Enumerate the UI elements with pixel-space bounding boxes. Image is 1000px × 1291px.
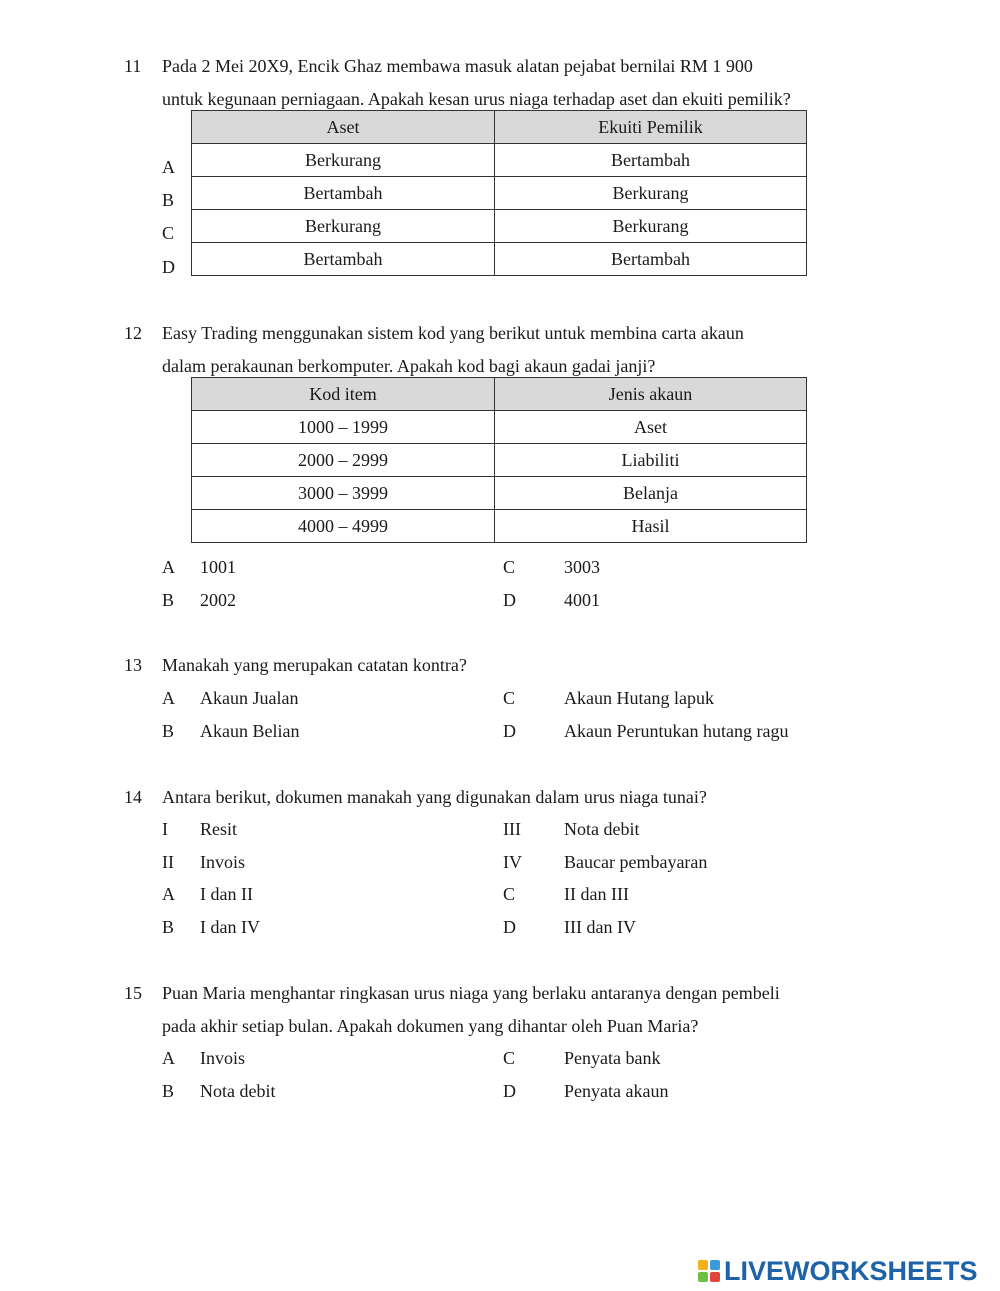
logo-square-3 <box>698 1272 708 1282</box>
table-cell: Bertambah <box>495 144 807 177</box>
question-13-option-c[interactable]: Akaun Hutang lapuk <box>564 688 714 708</box>
question-13-option-d[interactable]: Akaun Peruntukan hutang ragu <box>564 721 789 741</box>
question-12-option-label-a[interactable]: A <box>162 557 175 577</box>
question-14-item-iii: Nota debit <box>564 819 640 839</box>
question-14-option-label-c[interactable]: C <box>503 884 516 904</box>
table-row <box>192 411 807 444</box>
question-15-option-label-d[interactable]: D <box>503 1081 516 1101</box>
question-12-option-b[interactable]: 2002 <box>200 590 236 610</box>
logo-square-2 <box>710 1260 720 1270</box>
question-12-option-a[interactable]: 1001 <box>200 557 236 577</box>
question-11-text-line2: untuk kegunaan perniagaan. Apakah kesan urus niaga terhadap aset dan ekuiti pemilik? <box>162 89 791 109</box>
question-15-option-d[interactable]: Penyata akaun <box>564 1081 669 1101</box>
table-row[interactable] <box>192 144 807 177</box>
question-14-option-c[interactable]: II dan III <box>564 884 629 904</box>
question-14-option-a[interactable]: I dan II <box>200 884 253 904</box>
question-12-option-label-c[interactable]: C <box>503 557 516 577</box>
question-11-option-label-d[interactable]: D <box>162 257 175 277</box>
table-row[interactable] <box>192 210 807 243</box>
liveworksheets-logo[interactable] <box>698 1255 978 1286</box>
table-row[interactable] <box>192 243 807 276</box>
table-cell: Berkurang <box>192 210 495 243</box>
question-14-item-ii: Invois <box>200 852 245 872</box>
table-header-row <box>192 378 807 411</box>
question-13-number: 13 <box>124 655 142 675</box>
question-14-option-d[interactable]: III dan IV <box>564 917 636 937</box>
question-12-option-d[interactable]: 4001 <box>564 590 600 610</box>
table-cell: 2000 – 2999 <box>192 444 495 477</box>
question-13-option-label-b[interactable]: B <box>162 721 175 741</box>
table-cell: Hasil <box>495 510 807 543</box>
question-14-option-label-a[interactable]: A <box>162 884 175 904</box>
question-15-number: 15 <box>124 983 142 1003</box>
question-13-text: Manakah yang merupakan catatan kontra? <box>162 655 467 675</box>
question-13-option-a[interactable]: Akaun Jualan <box>200 688 299 708</box>
table-cell: 4000 – 4999 <box>192 510 495 543</box>
question-13-option-label-a[interactable]: A <box>162 688 175 708</box>
table-cell: Berkurang <box>192 144 495 177</box>
logo-square-4 <box>710 1272 720 1282</box>
table-cell: 1000 – 1999 <box>192 411 495 444</box>
question-11-option-label-a[interactable]: A <box>162 157 175 177</box>
table-row <box>192 510 807 543</box>
question-14-item-label-iii: III <box>503 819 521 839</box>
question-12-table <box>191 377 807 543</box>
question-14-item-iv: Baucar pembayaran <box>564 852 708 872</box>
question-14-option-label-d[interactable]: D <box>503 917 516 937</box>
question-14-number: 14 <box>124 787 142 807</box>
question-13-option-b[interactable]: Akaun Belian <box>200 721 300 741</box>
question-15-text-line2: pada akhir setiap bulan. Apakah dokumen yang dihantar oleh Puan Maria? <box>162 1016 699 1036</box>
table-header-ekuiti: Ekuiti Pemilik <box>495 111 807 144</box>
table-header-kod-item: Kod item <box>192 378 495 411</box>
table-cell: Belanja <box>495 477 807 510</box>
question-14-option-label-b[interactable]: B <box>162 917 175 937</box>
question-11-number: 11 <box>124 56 142 76</box>
table-header-aset: Aset <box>192 111 495 144</box>
question-15-option-a[interactable]: Invois <box>200 1048 245 1068</box>
table-cell: Berkurang <box>495 210 807 243</box>
logo-square-1 <box>698 1260 708 1270</box>
question-14-item-label-i: I <box>162 819 168 839</box>
question-13-option-label-c[interactable]: C <box>503 688 516 708</box>
table-cell: Aset <box>495 411 807 444</box>
question-11-table <box>191 110 807 276</box>
table-cell: Bertambah <box>495 243 807 276</box>
table-row <box>192 444 807 477</box>
question-12-number: 12 <box>124 323 142 343</box>
table-cell: Berkurang <box>495 177 807 210</box>
question-14-item-label-ii: II <box>162 852 174 872</box>
question-15-option-b[interactable]: Nota debit <box>200 1081 276 1101</box>
table-row[interactable] <box>192 177 807 210</box>
question-11-option-label-b[interactable]: B <box>162 190 175 210</box>
question-12-option-label-b[interactable]: B <box>162 590 175 610</box>
question-12-option-label-d[interactable]: D <box>503 590 516 610</box>
question-15-text-line1: Puan Maria menghantar ringkasan urus niaga yang berlaku antaranya dengan pembeli <box>162 983 780 1003</box>
question-14-option-b[interactable]: I dan IV <box>200 917 260 937</box>
question-14-item-label-iv: IV <box>503 852 522 872</box>
question-15-option-label-b[interactable]: B <box>162 1081 175 1101</box>
question-11-text-line1: Pada 2 Mei 20X9, Encik Ghaz membawa masuk alatan pejabat bernilai RM 1 900 <box>162 56 753 76</box>
liveworksheets-logo-icon <box>698 1260 720 1282</box>
question-13-option-label-d[interactable]: D <box>503 721 516 741</box>
table-row <box>192 477 807 510</box>
question-12-option-c[interactable]: 3003 <box>564 557 600 577</box>
table-cell: Liabiliti <box>495 444 807 477</box>
table-header-jenis-akaun: Jenis akaun <box>495 378 807 411</box>
question-15-option-label-c[interactable]: C <box>503 1048 516 1068</box>
question-12-text-line2: dalam perakaunan berkomputer. Apakah kod bagi akaun gadai janji? <box>162 356 656 376</box>
liveworksheets-logo-text: LIVEWORKSHEETS <box>724 1255 978 1286</box>
question-14-item-i: Resit <box>200 819 238 839</box>
table-header-row <box>192 111 807 144</box>
question-15-option-label-a[interactable]: A <box>162 1048 175 1068</box>
question-12-text-line1: Easy Trading menggunakan sistem kod yang berikut untuk membina carta akaun <box>162 323 744 343</box>
table-cell: Bertambah <box>192 243 495 276</box>
table-cell: Bertambah <box>192 177 495 210</box>
question-14-text: Antara berikut, dokumen manakah yang digunakan dalam urus niaga tunai? <box>162 787 707 807</box>
table-cell: 3000 – 3999 <box>192 477 495 510</box>
question-11-option-label-c[interactable]: C <box>162 223 175 243</box>
question-15-option-c[interactable]: Penyata bank <box>564 1048 661 1068</box>
